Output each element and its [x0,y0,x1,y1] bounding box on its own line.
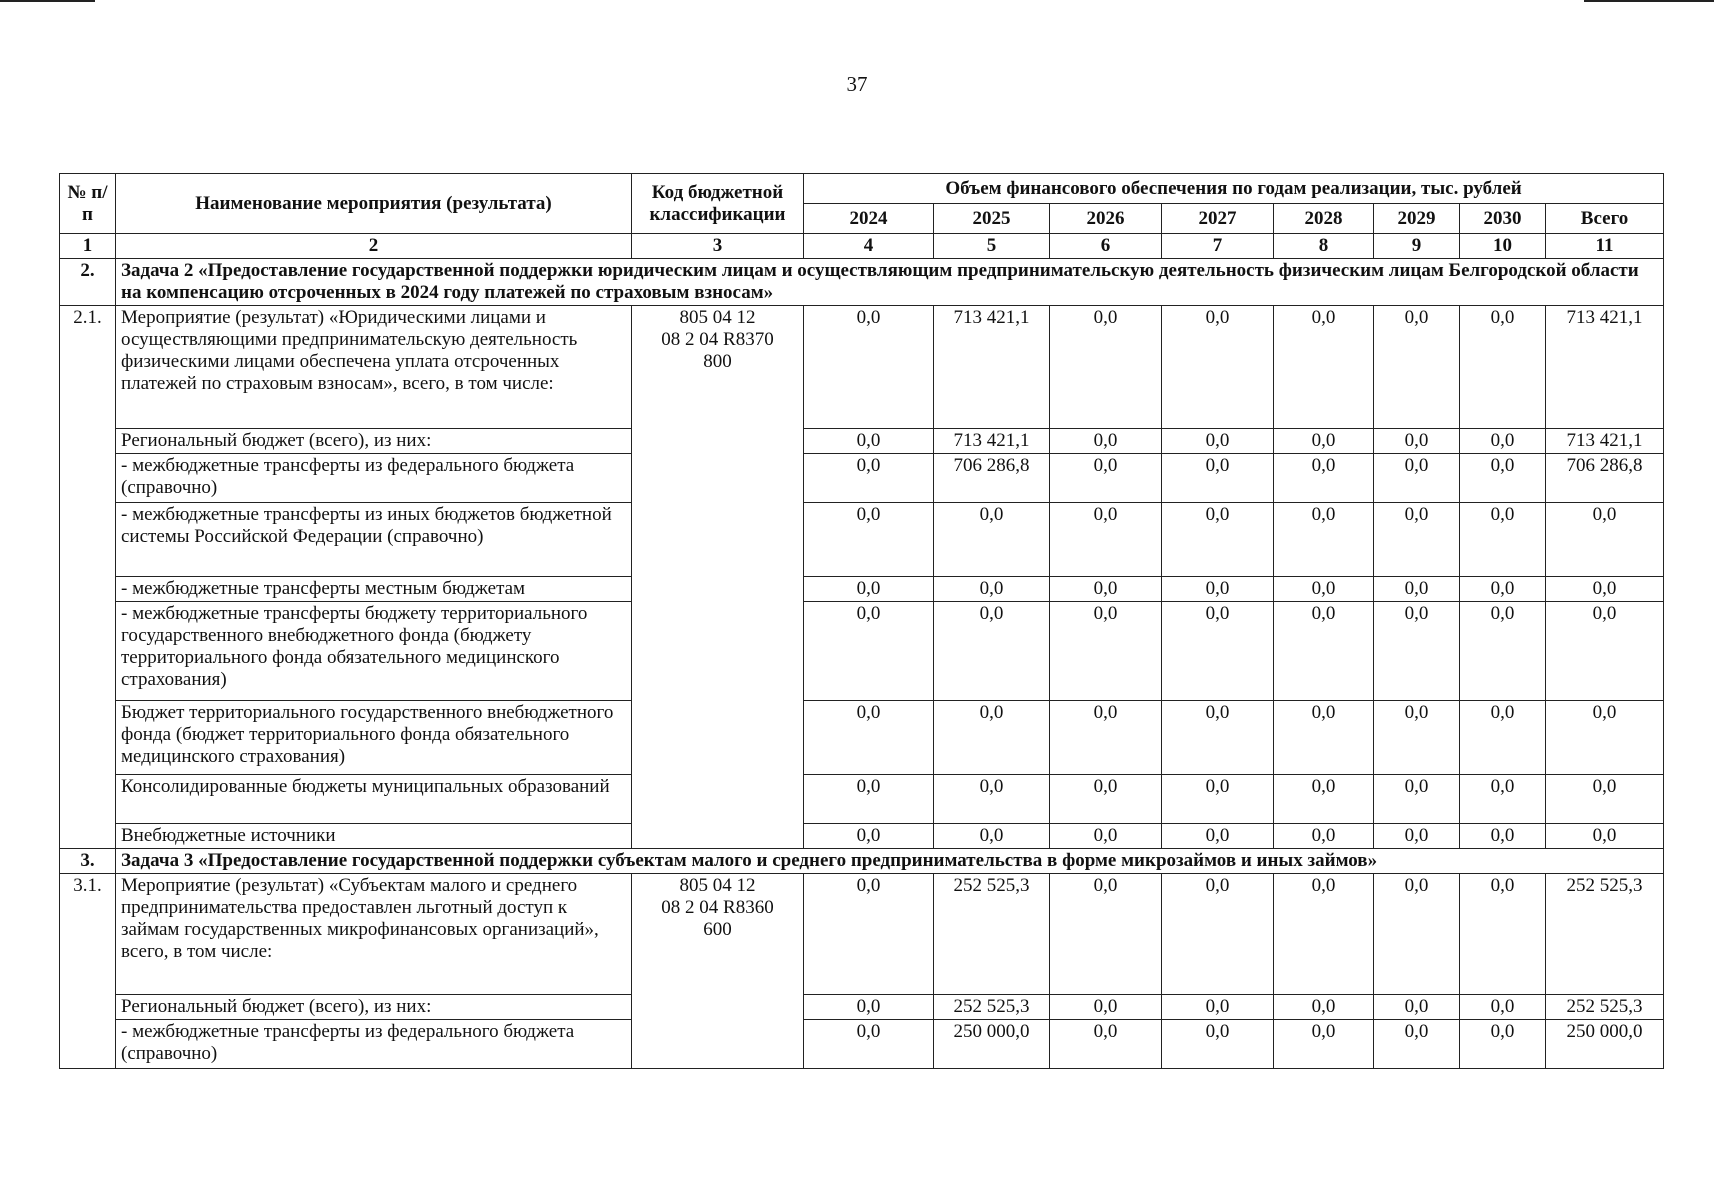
column-number: 4 [804,234,934,259]
value-cell: 713 421,1 [934,429,1050,454]
table-row [60,429,1664,454]
value-cell: 0,0 [804,602,934,701]
value-cell: 0,0 [1374,306,1460,429]
column-number: 5 [934,234,1050,259]
value-cell: 0,0 [934,503,1050,577]
value-cell: 0,0 [1050,701,1162,775]
value-cell: 0,0 [1274,874,1374,995]
value-cell: 0,0 [1374,454,1460,503]
table-row [60,701,1664,775]
table-row [60,602,1664,701]
table-row [60,775,1664,824]
value-cell: 0,0 [804,306,934,429]
value-cell: 0,0 [1274,503,1374,577]
value-cell: 0,0 [1274,429,1374,454]
row-name: - межбюджетные трансферты местным бюджетам [116,577,632,602]
value-cell: 0,0 [1460,602,1546,701]
measure-number: 3.1. [60,874,116,1069]
value-cell: 0,0 [1374,1020,1460,1069]
value-cell: 0,0 [1374,775,1460,824]
header-year: 2028 [1274,204,1374,234]
budget-code [632,874,804,1069]
value-cell: 0,0 [1162,775,1274,824]
value-cell: 0,0 [1162,701,1274,775]
value-cell: 0,0 [1460,454,1546,503]
value-cell: 0,0 [1460,503,1546,577]
total-cell: 713 421,1 [1546,429,1664,454]
header-year: 2029 [1374,204,1460,234]
budget-code-text: 805 04 12 08 2 04 R8370 800 [661,307,774,372]
table-row [60,503,1664,577]
value-cell: 0,0 [1460,577,1546,602]
value-cell: 0,0 [934,602,1050,701]
value-cell: 0,0 [804,577,934,602]
budget-table [59,173,1664,1069]
value-cell: 0,0 [1050,306,1162,429]
column-number: 11 [1546,234,1664,259]
value-cell: 0,0 [804,701,934,775]
header-name: Наименование мероприятия (результата) [116,174,632,234]
value-cell: 252 525,3 [934,874,1050,995]
total-cell: 0,0 [1546,577,1664,602]
value-cell: 713 421,1 [934,306,1050,429]
task-title: Задача 2 «Предоставление государственной поддержки юридическим лицам и осуществляющим предпринимательскую деятельность физическим лицам Белгородской области на компенсацию отсроченных в 2024 году платежей по страховым взносам» [116,259,1664,306]
value-cell: 0,0 [1274,995,1374,1020]
header-no: № п/п [60,174,116,234]
row-name: Региональный бюджет (всего), из них: [116,995,632,1020]
value-cell: 0,0 [804,824,934,849]
column-number: 6 [1050,234,1162,259]
value-cell: 0,0 [1274,577,1374,602]
total-cell: 250 000,0 [1546,1020,1664,1069]
value-cell: 0,0 [1460,1020,1546,1069]
row-name: Бюджет территориального государственного внебюджетного фонда (бюджет территориального фонда обязательного медицинского страхования) [116,701,632,775]
value-cell: 250 000,0 [934,1020,1050,1069]
header-total: Всего [1546,204,1664,234]
value-cell: 0,0 [1050,775,1162,824]
value-cell: 0,0 [1162,503,1274,577]
value-cell: 0,0 [1050,577,1162,602]
header-financing: Объем финансового обеспечения по годам реализации, тыс. рублей [804,174,1664,204]
row-name: - межбюджетные трансферты из федерального бюджета (справочно) [116,454,632,503]
value-cell: 0,0 [1374,874,1460,995]
value-cell: 0,0 [1374,824,1460,849]
value-cell: 0,0 [804,429,934,454]
value-cell: 0,0 [1274,454,1374,503]
header-year: 2027 [1162,204,1274,234]
value-cell: 0,0 [1374,503,1460,577]
task-row [60,259,1664,306]
table-row [60,995,1664,1020]
value-cell: 0,0 [1162,429,1274,454]
value-cell: 0,0 [1460,775,1546,824]
total-cell: 252 525,3 [1546,995,1664,1020]
value-cell: 0,0 [1374,995,1460,1020]
value-cell: 0,0 [1274,1020,1374,1069]
column-number: 9 [1374,234,1460,259]
header-year: 2025 [934,204,1050,234]
value-cell: 0,0 [1162,1020,1274,1069]
value-cell: 0,0 [1050,824,1162,849]
scan-edge-mark-left [0,0,95,2]
value-cell: 0,0 [804,454,934,503]
column-number: 3 [632,234,804,259]
column-number: 1 [60,234,116,259]
value-cell: 0,0 [804,775,934,824]
value-cell: 0,0 [1460,429,1546,454]
value-cell: 0,0 [804,874,934,995]
row-name: Внебюджетные источники [116,824,632,849]
table-row [60,874,1664,995]
value-cell: 0,0 [1050,1020,1162,1069]
value-cell: 0,0 [1162,995,1274,1020]
value-cell: 0,0 [1162,577,1274,602]
column-number-row [60,234,1664,259]
row-name: Мероприятие (результат) «Субъектам малого и среднего предпринимательства предоставлен льготный доступ к займам государственных микрофинансовых организаций», всего, в том числе: [116,874,632,995]
column-number: 7 [1162,234,1274,259]
total-cell: 0,0 [1546,701,1664,775]
value-cell: 252 525,3 [934,995,1050,1020]
value-cell: 0,0 [804,1020,934,1069]
task-title: Задача 3 «Предоставление государственной поддержки субъектам малого и среднего предпринимательства в форме микрозаймов и иных займов» [116,849,1664,874]
value-cell: 0,0 [1374,577,1460,602]
value-cell: 0,0 [934,701,1050,775]
header-year: 2024 [804,204,934,234]
value-cell: 0,0 [1162,602,1274,701]
header-year: 2030 [1460,204,1546,234]
value-cell: 0,0 [1162,306,1274,429]
row-name: Региональный бюджет (всего), из них: [116,429,632,454]
header-year: 2026 [1050,204,1162,234]
value-cell: 0,0 [1050,995,1162,1020]
header-code: Код бюджетной классификации [632,174,804,234]
value-cell: 0,0 [804,503,934,577]
value-cell: 0,0 [1374,701,1460,775]
column-number: 8 [1274,234,1374,259]
value-cell: 0,0 [934,577,1050,602]
value-cell: 706 286,8 [934,454,1050,503]
value-cell: 0,0 [1162,824,1274,849]
table-row [60,306,1664,429]
row-name: Консолидированные бюджеты муниципальных образований [116,775,632,824]
task-number: 3. [60,849,116,874]
value-cell: 0,0 [1460,995,1546,1020]
column-number: 2 [116,234,632,259]
row-name: Мероприятие (результат) «Юридическими лицами и осуществляющими предпринимательскую деятельность физическими лицами обеспечена уплата отсроченных платежей по страховым взносам», всего, в том числе: [116,306,632,429]
scan-edge-mark-right [1584,0,1714,2]
budget-code-text: 805 04 12 08 2 04 R8360 600 [661,875,774,940]
total-cell: 0,0 [1546,602,1664,701]
value-cell: 0,0 [1460,824,1546,849]
total-cell: 0,0 [1546,775,1664,824]
value-cell: 0,0 [934,775,1050,824]
value-cell: 0,0 [1274,824,1374,849]
value-cell: 0,0 [1050,429,1162,454]
table-row [60,454,1664,503]
total-cell: 713 421,1 [1546,306,1664,429]
value-cell: 0,0 [1460,701,1546,775]
value-cell: 0,0 [934,824,1050,849]
task-number: 2. [60,259,116,306]
value-cell: 0,0 [1050,454,1162,503]
value-cell: 0,0 [1050,503,1162,577]
value-cell: 0,0 [1374,602,1460,701]
table-header [60,174,1664,259]
value-cell: 0,0 [1162,454,1274,503]
value-cell: 0,0 [1162,874,1274,995]
value-cell: 0,0 [1460,306,1546,429]
value-cell: 0,0 [1274,775,1374,824]
row-name: - межбюджетные трансферты из иных бюджетов бюджетной системы Российской Федерации (справочно) [116,503,632,577]
table-row [60,1020,1664,1069]
row-name: - межбюджетные трансферты бюджету территориального государственного внебюджетного фонда (бюджету территориального фонда обязательного медицинского страхования) [116,602,632,701]
value-cell: 0,0 [1460,874,1546,995]
value-cell: 0,0 [1374,429,1460,454]
table-row [60,577,1664,602]
page-number: 37 [846,72,868,96]
value-cell: 0,0 [1274,306,1374,429]
value-cell: 0,0 [1274,701,1374,775]
value-cell: 0,0 [1050,874,1162,995]
total-cell: 706 286,8 [1546,454,1664,503]
value-cell: 0,0 [1274,602,1374,701]
budget-code [632,306,804,849]
value-cell: 0,0 [1050,602,1162,701]
column-number: 10 [1460,234,1546,259]
table-row [60,824,1664,849]
total-cell: 0,0 [1546,503,1664,577]
task-row [60,849,1664,874]
measure-number: 2.1. [60,306,116,849]
total-cell: 0,0 [1546,824,1664,849]
row-name: - межбюджетные трансферты из федерального бюджета (справочно) [116,1020,632,1069]
total-cell: 252 525,3 [1546,874,1664,995]
value-cell: 0,0 [804,995,934,1020]
